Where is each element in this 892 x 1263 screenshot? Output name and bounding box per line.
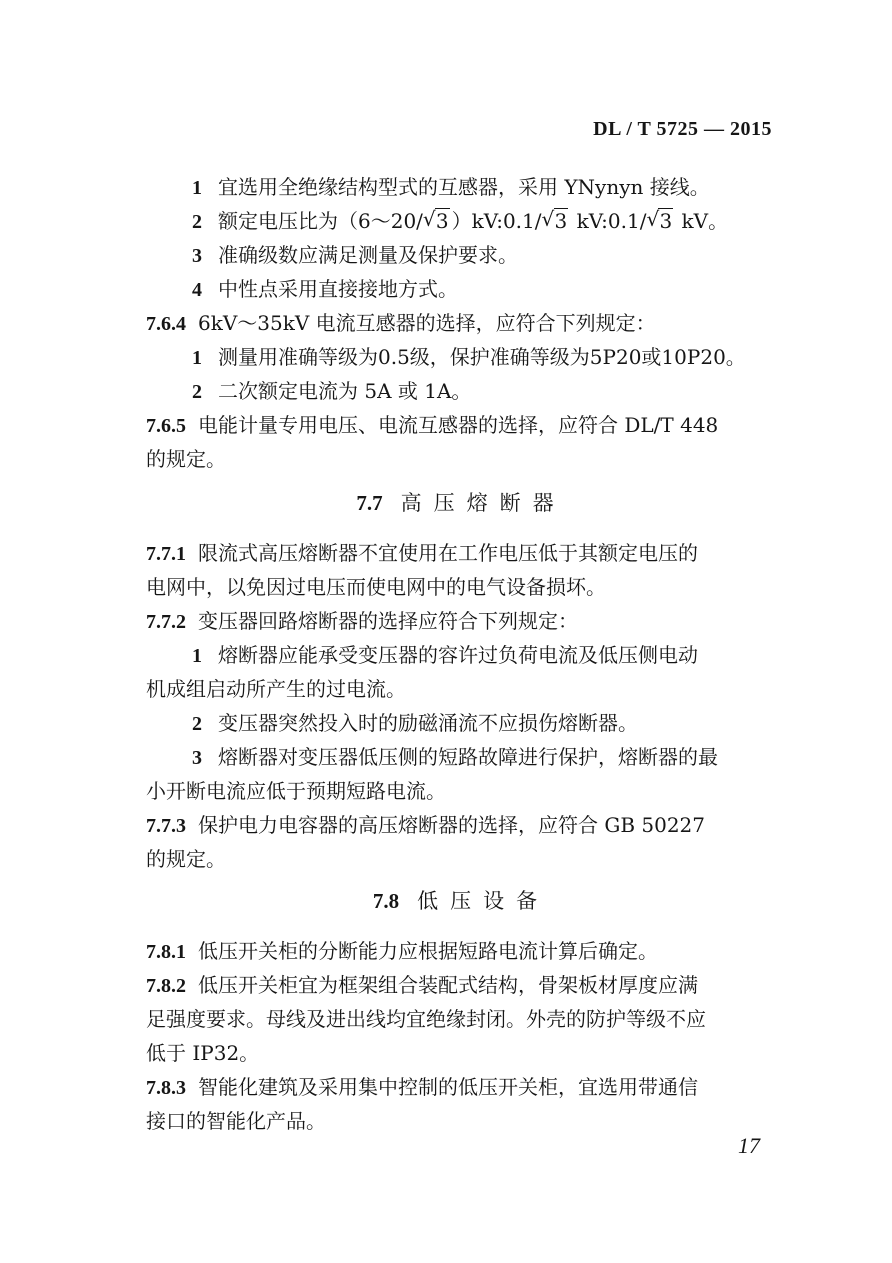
item-number: 2 — [192, 713, 202, 735]
list-item — [146, 272, 822, 307]
section-number: 7.8 — [372, 889, 400, 913]
clause-text: 低压开关柜的分断能力应根据短路电流计算后确定。 — [198, 939, 658, 963]
section-heading-7-8 — [146, 884, 776, 918]
clause-number: 7.6.5 — [146, 415, 186, 437]
clause-text: 6kV～35kV 电流互感器的选择，应符合下列规定： — [198, 311, 656, 335]
clause-continuation: 足强度要求。母线及进出线均宜绝缘封闭。外壳的防护等级不应 — [146, 1007, 706, 1031]
item-continuation: 机成组启动所产生的过电流。 — [146, 677, 406, 701]
item-number: 1 — [192, 347, 202, 369]
clause-text: 限流式高压熔断器不宜使用在工作电压低于其额定电压的 — [198, 541, 698, 565]
clause-text: 电能计量专用电压、电流互感器的选择，应符合 DL/T 448 — [198, 413, 719, 437]
item-number: 3 — [192, 747, 202, 769]
clause-number: 7.7.2 — [146, 611, 186, 633]
clause-continuation: 低于 IP32。 — [146, 1041, 260, 1065]
sqrt-symbol: √ 3 — [646, 204, 673, 238]
list-item — [146, 374, 822, 409]
list-item — [146, 740, 822, 775]
item-text: 中性点采用直接接地方式。 — [218, 277, 458, 301]
clause-number: 7.7.1 — [146, 543, 186, 565]
clause-7-8-2 — [146, 968, 776, 1003]
clause-continuation: 的规定。 — [146, 447, 226, 471]
clause-text: 变压器回路熔断器的选择应符合下列规定： — [198, 609, 578, 633]
section-number: 7.7 — [356, 491, 383, 515]
clause-7-6-4 — [146, 306, 776, 341]
item-text: 测量用准确等级为0.5级，保护准确等级为5P20或10P20。 — [218, 345, 746, 369]
item-continuation: 小开断电流应低于预期短路电流。 — [146, 779, 446, 803]
item-number: 4 — [192, 279, 202, 301]
list-item — [146, 170, 822, 205]
clause-text: 保护电力电容器的高压熔断器的选择，应符合 GB 50227 — [198, 813, 706, 837]
item-number: 1 — [192, 177, 202, 199]
clause-7-7-3 — [146, 808, 776, 843]
section-title: 低压设备 — [417, 889, 550, 913]
sqrt-symbol: √ 3 — [423, 204, 450, 238]
section-title: 高压熔断器 — [400, 491, 566, 515]
item-number: 2 — [192, 211, 202, 233]
list-item — [146, 238, 822, 273]
clause-7-8-3 — [146, 1070, 776, 1105]
item-number: 3 — [192, 245, 202, 267]
item-number: 2 — [192, 381, 202, 403]
clause-continuation: 的规定。 — [146, 847, 226, 871]
clause-7-6-5 — [146, 408, 776, 443]
clause-text: 智能化建筑及采用集中控制的低压开关柜，宜选用带通信 — [198, 1075, 698, 1099]
list-item — [146, 706, 822, 741]
clause-continuation: 接口的智能化产品。 — [146, 1109, 326, 1133]
clause-continuation: 电网中，以免因过电压而使电网中的电气设备损坏。 — [146, 575, 606, 599]
item-text-prefix: 额定电压比为（6～20/ — [218, 209, 423, 233]
item-text: 变压器突然投入时的励磁涌流不应损伤熔断器。 — [218, 711, 638, 735]
item-number: 1 — [192, 645, 202, 667]
clause-7-8-1 — [146, 934, 776, 969]
clause-number: 7.8.1 — [146, 941, 186, 963]
clause-7-7-2 — [146, 604, 776, 639]
clause-number: 7.7.3 — [146, 815, 186, 837]
clause-number: 7.6.4 — [146, 313, 186, 335]
standard-code-header: DL / T 5725 — 2015 — [593, 118, 772, 140]
item-text: 宜选用全绝缘结构型式的互感器，采用 YNynyn 接线。 — [218, 175, 710, 199]
clause-text: 低压开关柜宜为框架组合装配式结构，骨架板材厚度应满 — [198, 973, 698, 997]
section-heading-7-7 — [146, 486, 776, 520]
list-item: 2 额定电压比为（6～20/√ 3 ）kV:0.1/√ 3 kV:0.1/√ 3 kV。 — [146, 204, 822, 239]
item-text: 准确级数应满足测量及保护要求。 — [218, 243, 518, 267]
list-item — [146, 340, 822, 375]
clause-number: 7.8.2 — [146, 975, 186, 997]
item-text: 熔断器对变压器低压侧的短路故障进行保护，熔断器的最 — [218, 745, 718, 769]
clause-number: 7.8.3 — [146, 1077, 186, 1099]
item-text: 二次额定电流为 5A 或 1A。 — [218, 379, 472, 403]
sqrt-symbol: √ 3 — [542, 204, 569, 238]
list-item — [146, 638, 822, 673]
page-number: 17 — [738, 1133, 760, 1158]
item-text: 熔断器应能承受变压器的容许过负荷电流及低压侧电动 — [218, 643, 698, 667]
clause-7-7-1 — [146, 536, 776, 571]
